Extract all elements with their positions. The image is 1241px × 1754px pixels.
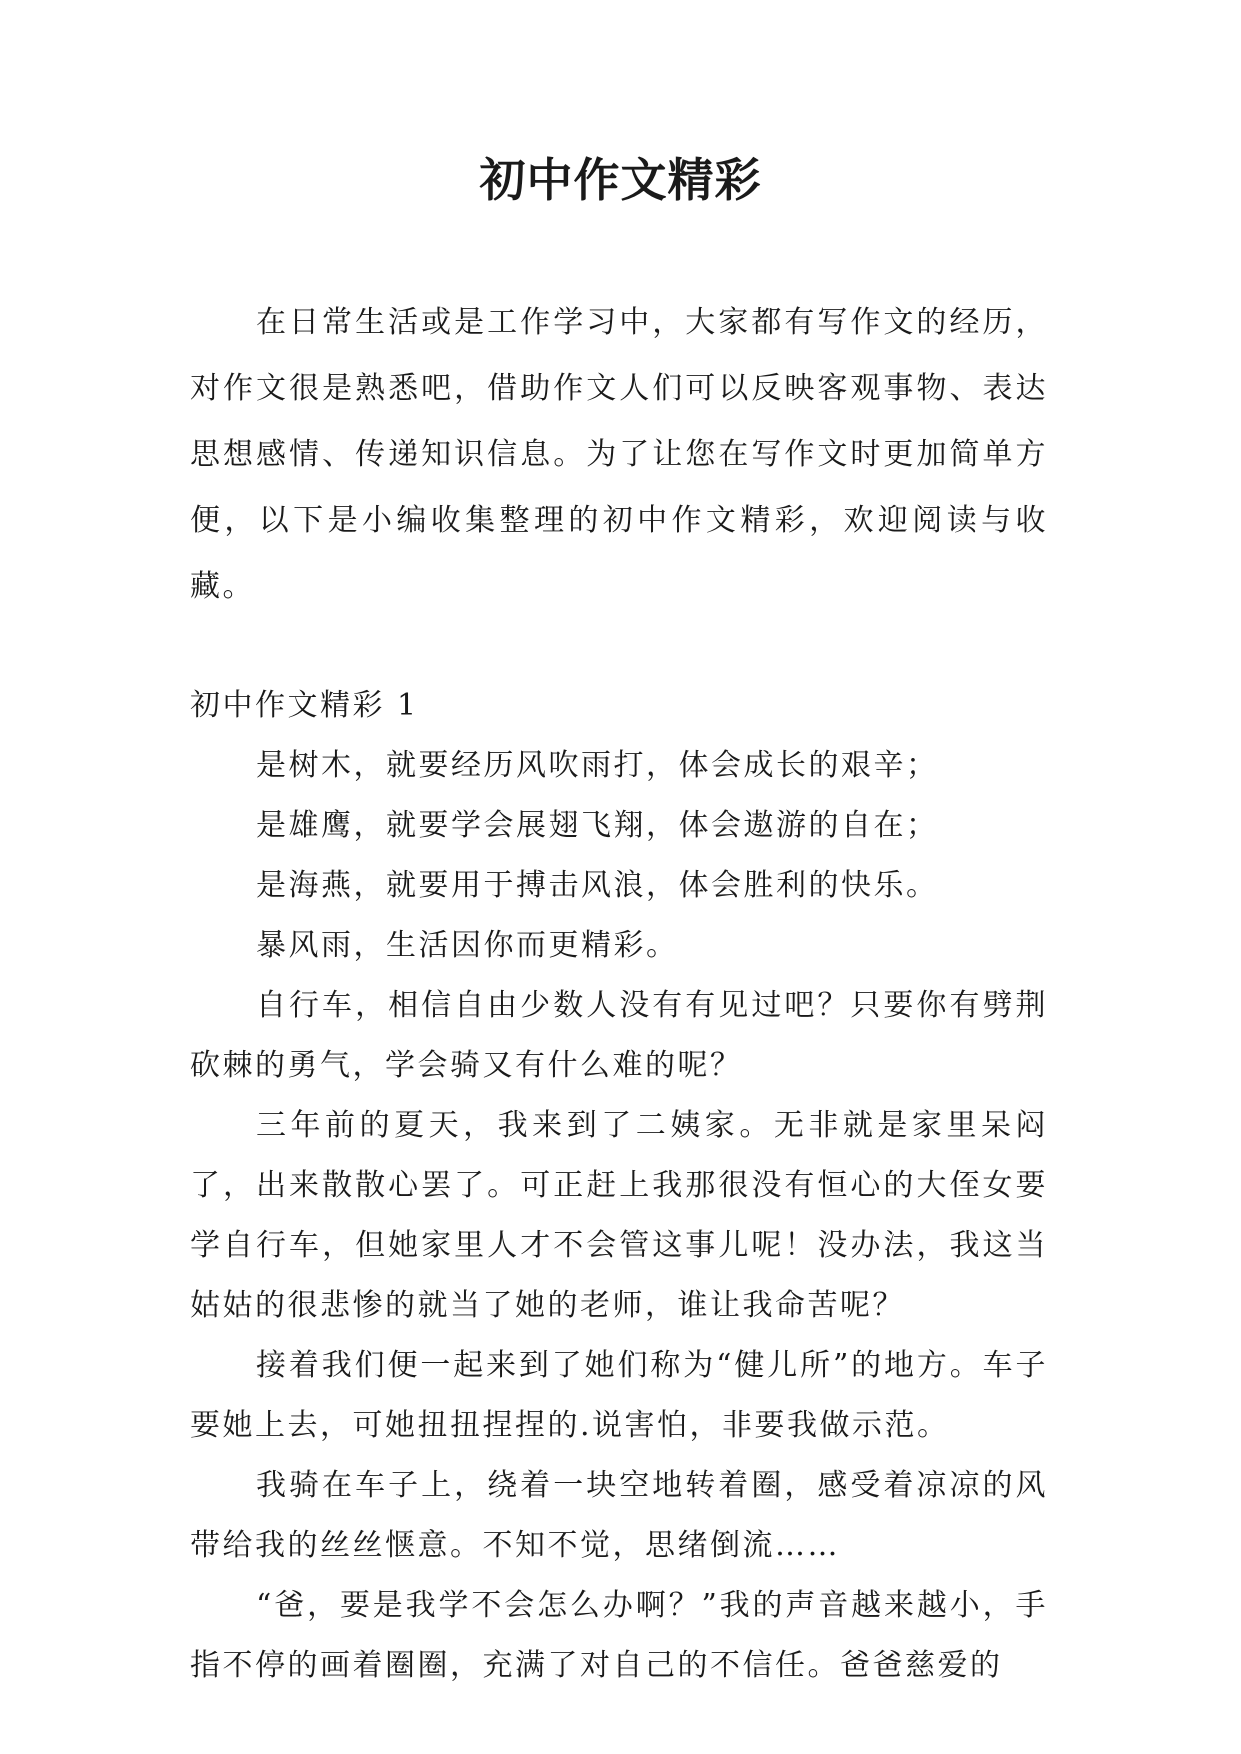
essay-paragraph-9: “爸，要是我学不会怎么办啊？”我的声音越来越小，手指不停的画着圈圈，充满了对自己的不信任。爸爸慈爱的 bbox=[190, 1588, 1048, 1683]
essay-paragraph-7: 接着我们便一起来到了她们称为“健儿所”的地方。车子要她上去，可她扭扭捏捏的.说害怕，非要我做示范。 bbox=[190, 1348, 1048, 1443]
essay-content bbox=[190, 736, 1048, 1696]
essay-paragraph-5: 自行车，相信自由少数人没有有见过吧？只要你有劈荆砍棘的勇气，学会骑又有什么难的呢？ bbox=[190, 988, 1048, 1083]
document-title: 初中作文精彩 bbox=[479, 153, 762, 207]
intro-paragraph: 在日常生活或是工作学习中，大家都有写作文的经历，对作文很是熟悉吧，借助作文人们可以反映客观事物、表达思想感情、传递知识信息。为了让您在写作文时更加简单方便，以下是小编收集整理的初中作文精彩，欢迎阅读与收藏。 bbox=[190, 305, 1048, 604]
essay-paragraph-2: 是雄鹰，就要学会展翅飞翔，体会遨游的自在； bbox=[256, 808, 939, 843]
essay-paragraph-8: 我骑在车子上，绕着一块空地转着圈，感受着凉凉的风带给我的丝丝惬意。不知不觉，思绪倒流…… bbox=[190, 1468, 1048, 1563]
section-heading: 初中作文精彩 1 bbox=[190, 688, 419, 723]
essay-paragraph-1: 是树木，就要经历风吹雨打，体会成长的艰辛； bbox=[256, 748, 939, 783]
document-body bbox=[190, 290, 1048, 1696]
essay-paragraph-6: 三年前的夏天，我来到了二姨家。无非就是家里呆闷了，出来散散心罢了。可正赶上我那很没有恒心的大侄女要学自行车，但她家里人才不会管这事儿呢！没办法，我这当姑姑的很悲惨的就当了她的老师，谁让我命苦呢？ bbox=[190, 1108, 1048, 1323]
essay-paragraph-3: 是海燕，就要用于搏击风浪，体会胜利的快乐。 bbox=[256, 868, 939, 903]
essay-paragraph-4: 暴风雨，生活因你而更精彩。 bbox=[256, 928, 679, 963]
